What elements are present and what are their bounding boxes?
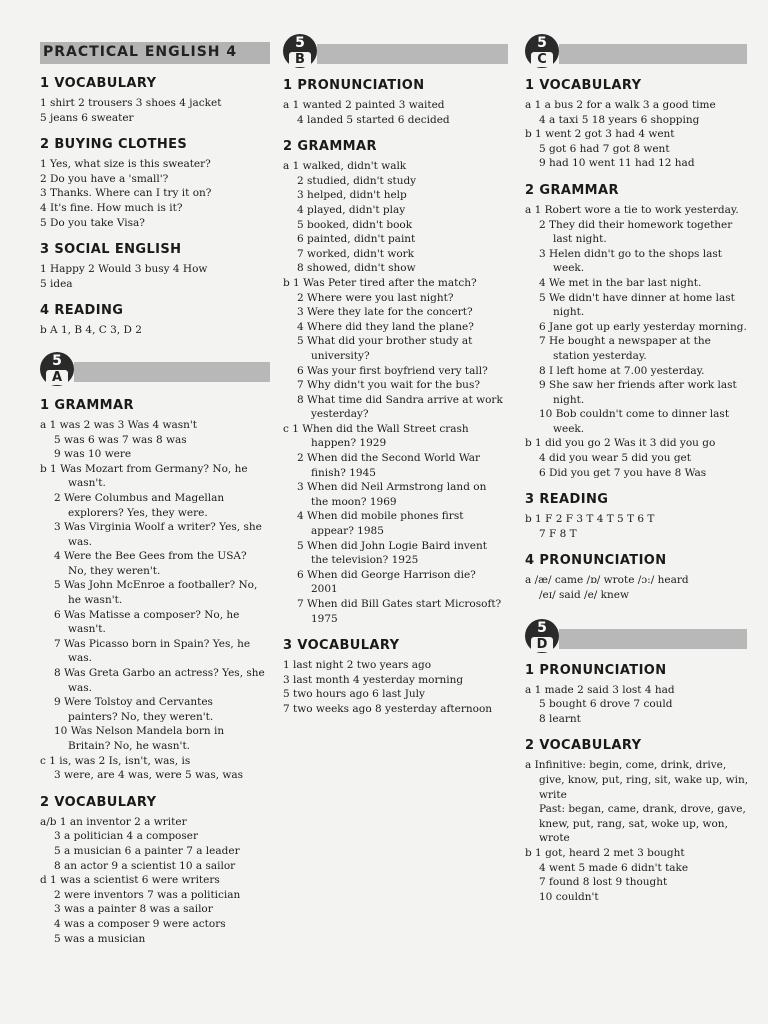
text-line: painters? No, they weren't. [68,710,214,723]
text-line: wasn't. [68,477,106,490]
text-line: 9 She saw her friends after work last [539,379,737,392]
header-bar [317,44,508,64]
text-line: c 1 is, was 2 Is, isn't, was, is [40,754,191,767]
text-line: 9 had 10 went 11 had 12 had [539,157,695,170]
text-line: 5 What did your brother study at [297,335,473,348]
text-line: 4 Were the Bee Gees from the USA? [54,550,247,563]
text-line: 2 Were Columbus and Magellan [54,491,225,504]
unit-number: 5 [537,35,547,51]
unit-5b-header [283,35,508,67]
practical-english-header [40,42,270,64]
text-line: a 1 Robert wore a tie to work yesterday. [525,203,739,216]
text-line: a 1 a bus 2 for a walk 3 a good time [525,99,716,111]
unit-letter: B [289,52,311,67]
text-line: 5 bought 6 drove 7 could [539,698,673,711]
text-line: 2 Do you have a 'small'? [40,172,169,185]
text-line: 3 Thanks. Where can I try it on? [40,187,212,200]
text-line: b 1 Was Peter tired after the match? [283,276,477,289]
unit-number: 5 [537,619,547,636]
text-line: b 1 F 2 F 3 T 4 T 5 T 6 T [525,513,655,526]
text-line: 2 Where were you last night? [297,291,454,304]
section-title: 1 VOCABULARY [40,76,157,91]
text-line: week. [553,422,585,435]
unit-5c-header [525,35,747,67]
text-line: 4 played, didn't play [297,203,406,216]
text-line: 2 studied, didn't study [297,174,417,187]
text-line: 9 was 10 were [54,448,132,461]
text-line: 10 Bob couldn't come to dinner last [539,408,730,421]
text-line: 4 landed 5 started 6 decided [297,113,450,126]
text-line: 5 Was John McEnroe a footballer? No, [54,579,258,592]
text-line: explorers? Yes, they were. [68,506,208,519]
column-1 [40,22,270,946]
text-line: 3 Was Virginia Woolf a writer? Yes, she [54,521,262,534]
text-line: 5 booked, didn't book [297,218,413,231]
text-line: 3 was a painter 8 was a sailor [54,903,213,916]
text-line: was. [68,681,92,694]
text-line: station yesterday. [553,349,647,362]
text-line: week. [553,262,585,275]
text-line: Britain? No, he wasn't. [68,740,191,752]
unit-badge [525,34,559,68]
text-line: wrote [539,832,570,845]
text-line: 4 It's fine. How much is it? [40,201,183,214]
text-line: 4 was a composer 9 were actors [54,917,226,930]
text-line: a /æ/ came /ɒ/ wrote /ɔ:/ heard [525,574,689,587]
text-line: 3 Were they late for the concert? [297,306,473,319]
section-title: 4 PRONUNCIATION [525,553,667,569]
text-line: 1 Happy 2 Would 3 busy 4 How [40,263,208,276]
text-line: b 1 Was Mozart from Germany? No, he [40,462,248,475]
text-line: a/b 1 an inventor 2 a writer [40,815,187,828]
section-title: 4 READING [40,303,124,319]
section-title: 3 SOCIAL ENGLISH [40,242,182,258]
header-bar [559,44,747,64]
section-title: 2 VOCABULARY [40,794,157,810]
text-line: /eɪ/ said /e/ knew [539,589,630,602]
text-line: 1 last night 2 two years ago [283,659,432,672]
text-line: 5 idea [40,277,73,290]
text-line: 7 When did Bill Gates start Microsoft? [297,598,502,610]
header-bar [74,362,270,382]
text-line: knew, put, rang, sat, woke up, won, [539,817,728,830]
text-line: he wasn't. [68,594,123,607]
text-line: 10 Was Nelson Mandela born in [54,725,225,738]
text-line: university? [311,349,370,362]
text-line: a 1 was 2 was 3 Was 4 wasn't [40,418,197,431]
text-line: d 1 was a scientist 6 were writers [40,874,220,887]
text-line: No, they weren't. [68,564,161,577]
section-title: 3 READING [525,492,609,508]
text-line: a Infinitive: begin, come, drink, drive, [525,759,727,772]
text-line: c 1 When did the Wall Street crash [283,422,469,435]
text-line: 8 an actor 9 a scientist 10 a sailor [54,859,236,872]
text-line: 8 Was Greta Garbo an actress? Yes, she [54,667,265,680]
text-line: finish? 1945 [311,466,376,479]
section-title: 1 PRONUNCIATION [283,78,425,93]
section-title: 1 GRAMMAR [40,397,134,413]
text-line: 5 got 6 had 7 got 8 went [539,142,670,155]
text-line: night. [553,306,585,319]
text-line: a 1 walked, didn't walk [283,160,407,173]
text-line: 4 went 5 made 6 didn't take [539,861,689,874]
text-line: 4 Where did they land the plane? [297,320,474,333]
text-line: was. [68,652,92,665]
unit-badge [525,619,559,653]
unit-badge [40,352,74,386]
text-line: 7 He bought a newspaper at the [539,335,711,348]
text-line: 1 Yes, what size is this sweater? [40,158,211,171]
text-line: a 1 made 2 said 3 lost 4 had [525,683,675,696]
section-title: 2 BUYING CLOTHES [40,137,188,153]
column-3 [525,22,747,904]
text-line: Past: began, came, drank, drove, gave, [539,803,746,816]
text-line: happen? 1929 [311,437,387,450]
header-bar [559,629,747,649]
text-line: 5 was 6 was 7 was 8 was [54,433,187,446]
text-line: 6 Did you get 7 you have 8 Was [539,466,707,479]
section-title: 2 GRAMMAR [283,139,377,155]
text-line: 10 couldn't [539,890,599,903]
text-line: yesterday? [311,408,369,421]
text-line: 8 showed, didn't show [297,262,416,275]
text-line: appear? 1985 [311,525,384,538]
text-line: 5 jeans 6 sweater [40,111,134,124]
text-line: 7 worked, didn't work [297,247,415,260]
text-line: 1975 [311,612,338,625]
text-line: 7 found 8 lost 9 thought [539,876,668,889]
text-line: 6 When did George Harrison die? [297,568,476,581]
unit-5d-header [525,619,747,652]
text-line: night. [553,393,585,406]
page-title: PRACTICAL ENGLISH 4 [43,44,238,60]
text-line: 5 a musician 6 a painter 7 a leader [54,844,240,857]
text-line: the television? 1925 [311,554,419,567]
text-line: 6 Jane got up early yesterday morning. [539,320,747,333]
text-line: 2 They did their homework together [539,218,733,231]
text-line: 2 were inventors 7 was a politician [54,888,241,901]
text-line: 7 Why didn't you wait for the bus? [297,379,480,392]
text-line: 4 did you wear 5 did you get [539,452,691,465]
section-title: 2 GRAMMAR [525,182,619,198]
text-line: a 1 wanted 2 painted 3 waited [283,99,445,111]
text-line: 6 Was your first boyfriend very tall? [297,364,488,377]
text-line: 2 When did the Second World War [297,452,480,465]
text-line: 3 helped, didn't help [297,189,407,202]
text-line: 3 When did Neil Armstrong land on [297,481,487,494]
text-line: 3 Helen didn't go to the shops last [539,247,723,260]
column-2 [283,22,508,717]
text-line: was. [68,535,92,548]
text-line: 2001 [311,583,338,596]
text-line: give, know, put, ring, sit, wake up, win, [539,774,749,786]
text-line: 9 Were Tolstoy and Cervantes [54,696,213,709]
unit-5a-header [40,352,270,385]
text-line: 5 Do you take Visa? [40,216,145,229]
unit-letter: A [46,370,68,385]
unit-letter: C [531,52,553,67]
text-line: 4 We met in the bar last night. [539,276,702,289]
unit-number: 5 [295,35,305,51]
text-line: wasn't. [68,623,106,636]
section-title: 3 VOCABULARY [283,638,400,654]
unit-number: 5 [52,352,62,369]
text-line: 5 When did John Logie Baird invent [297,539,488,552]
text-line: 4 When did mobile phones first [297,510,464,523]
text-line: b 1 did you go 2 Was it 3 did you go [525,437,716,450]
section-title: 2 VOCABULARY [525,738,642,754]
text-line: last night. [553,233,607,246]
text-line: 8 learnt [539,712,581,725]
text-line: 3 were, are 4 was, were 5 was, was [54,769,244,782]
text-line: 5 We didn't have dinner at home last [539,291,735,304]
section-title: 1 VOCABULARY [525,78,642,93]
text-line: 5 was a musician [54,932,146,945]
text-line: 7 two weeks ago 8 yesterday afternoon [283,702,493,715]
text-line: 7 F 8 T [539,527,577,540]
text-line: 5 two hours ago 6 last July [283,688,425,701]
text-line: 6 Was Matisse a composer? No, he [54,608,240,621]
section-title: 1 PRONUNCIATION [525,662,667,678]
text-line: 7 Was Picasso born in Spain? Yes, he [54,637,251,650]
text-line: 3 last month 4 yesterday morning [283,673,464,686]
text-line: 8 What time did Sandra arrive at work [297,393,503,406]
text-line: 1 shirt 2 trousers 3 shoes 4 jacket [40,97,222,109]
unit-letter: D [531,637,553,652]
text-line: 8 I left home at 7.00 yesterday. [539,364,705,377]
text-line: the moon? 1969 [311,495,397,508]
text-line: 6 painted, didn't paint [297,233,416,246]
text-line: b 1 got, heard 2 met 3 bought [525,846,685,859]
unit-badge [283,34,317,68]
text-line: b 1 went 2 got 3 had 4 went [525,128,675,141]
text-line: 4 a taxi 5 18 years 6 shopping [539,113,700,126]
text-line: b A 1, B 4, C 3, D 2 [40,324,142,337]
text-line: write [539,788,567,801]
text-line: 3 a politician 4 a composer [54,830,198,843]
